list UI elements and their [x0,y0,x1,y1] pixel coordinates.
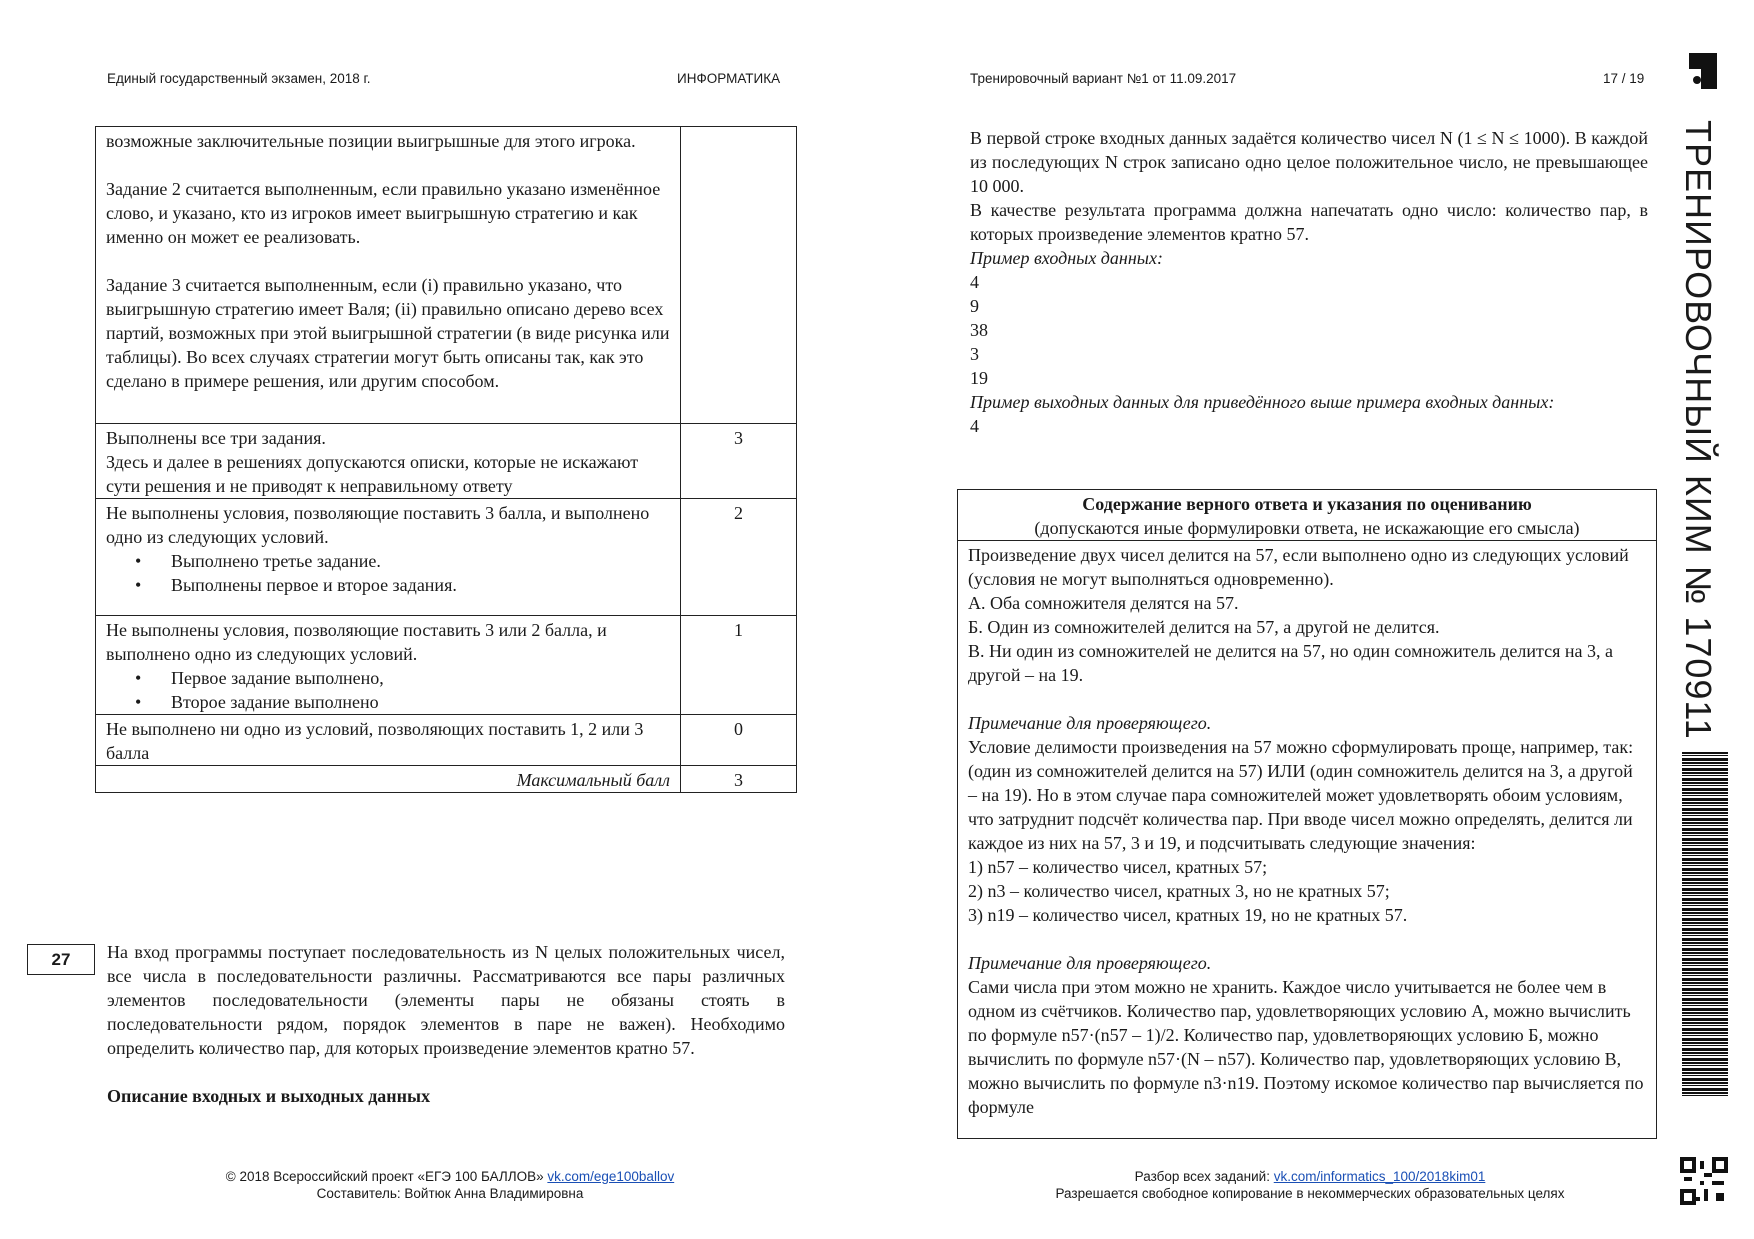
answer-counter-3: 3) n19 – количество чисел, кратных 19, но не кратных 57. [968,905,1408,925]
answer-header [958,490,1656,541]
header-page-number: 17 / 19 [1603,71,1645,86]
header-exam: Единый государственный экзамен, 2018 г. [107,71,371,86]
footer-right-link[interactable]: vk.com/informatics_100/2018kim01 [1273,1169,1486,1184]
footer-left-link[interactable]: vk.com/ege100ballov [547,1169,675,1184]
barcode-icon [1682,752,1728,1097]
rubric-table [95,126,797,793]
list-item: • Выполнено третье задание. [171,549,670,573]
qr-code-icon [1680,1157,1728,1205]
row2-text: Не выполнены условия, позволяющие поставить 3 балла, и выполнено одно из следующих условий. [106,503,650,547]
row3-score: 3 [681,424,797,499]
max-score-value: 3 [681,766,797,793]
vertical-title: ТРЕНИРОВОЧНЫЙ КИМ № 170911 [1678,120,1719,740]
answer-box [957,489,1657,1139]
table-row [96,766,797,793]
rubric-task2: Задание 2 считается выполненным, если правильно указано изменённое слово, и указано, кто из игроков имеет выигрышную стратегию и как именно он может ее реализовать. [106,179,661,247]
answer-cond-c: В. Ни один из сомножителей не делится на 57, но один сомножитель делится на 3, а другой – на 19. [968,641,1614,685]
sample-input-line: 3 [970,344,979,364]
task27-io-heading: Описание входных и выходных данных [107,1086,431,1106]
table-row [96,616,797,715]
footer-author: Составитель: Войтюк Анна Владимировна [316,1186,584,1201]
answer-counter-2: 2) n3 – количество чисел, кратных 3, но не кратных 57; [968,881,1390,901]
answer-note1: Условие делимости произведения на 57 можно сформулировать проще, например, так: (один из сомножителей делится на 57) ИЛИ (один сомножитель делится на 3, а другой – на 19). Но в этом случае пара сомножителей может удовлетворять обоим условиям, что затруднит подсчёт количества пар. При вводе чисел можно определять, делится ли каждое из них на 57, 3 и 19, и подсчитывать следующие значения: [968,737,1634,853]
answer-p1: Произведение двух чисел делится на 57, если выполнено одно из следующих условий (условия не могут выполняться одновременно). [968,545,1629,589]
rubric-score-cell [681,127,797,424]
row2-score: 2 [681,499,797,616]
footer-copyright: © 2018 Всероссийский проект «ЕГЭ 100 БАЛЛОВ» [225,1169,544,1184]
footer-left [100,1168,800,1202]
output-description: В качестве результата программа должна напечатать одно число: количество пар, в которых произведение элементов кратно 57. [970,200,1648,244]
footer-right [960,1168,1660,1202]
task-number-box: 27 [27,944,95,975]
table-row [96,127,797,424]
task27-text: На вход программы поступает последовательность из N целых положительных чисел, все числа в последовательности различны. Рассматриваются все пары различных элементов последовательности (элементы пары не обязаны стоять в последовательности рядом, порядок элементов в паре не важен). Необходимо определить количество пар, для которых произведение элементов кратно 57. [107,942,785,1058]
rubric-task3: Задание 3 считается выполненным, если (i) правильно указано, что выигрышную стратегию имеет Валя; (ii) правильно описано дерево всех партий, возможных при этой выигрышной стратегии (в виде рисунка или таблицы). Во всех случаях стратегии могут быть описаны так, как это сделано в примере решения, или другим способом. [106,275,670,391]
right-io-description [970,126,1648,438]
row3-line1: Выполнены все три задания. [106,428,326,448]
table-row [96,424,797,499]
row3-line2: Здесь и далее в решениях допускаются описки, которые не искажают сути решения и не приводят к неправильному ответу [106,452,639,496]
max-score-label: Максимальный балл [96,766,681,793]
footer-review-label: Разбор всех заданий: [1134,1169,1270,1184]
sample-input-line: 38 [970,320,988,340]
answer-cond-a: А. Оба сомножителя делятся на 57. [968,593,1239,613]
footer-left-line1 [100,1168,800,1185]
header-subject: ИНФОРМАТИКА [677,71,781,86]
row1-score: 1 [681,616,797,715]
table-row [96,715,797,766]
answer-counter-1: 1) n57 – количество чисел, кратных 57; [968,857,1268,877]
sample-input-line: 9 [970,296,979,316]
list-item: • Выполнены первое и второе задания. [171,573,670,597]
header-variant: Тренировочный вариант №1 от 11.09.2017 [970,71,1237,86]
answer-note2-label: Примечание для проверяющего. [968,953,1212,973]
answer-body [958,541,1656,1119]
answer-title: Содержание верного ответа и указания по оцениванию [1082,494,1532,514]
input-description: В первой строке входных данных задаётся количество чисел N (1 ≤ N ≤ 1000). В каждой из последующих N строк записано одно целое положительное число, не превышающее 10 000. [970,128,1648,196]
list-item: • Второе задание выполнено [171,690,670,714]
sample-input-line: 19 [970,368,988,388]
list-item: • Первое задание выполнено, [171,666,670,690]
sample-output-value: 4 [970,416,979,436]
row1-text: Не выполнены условия, позволяющие поставить 3 или 2 балла, и выполнено одно из следующих условий. [106,620,607,664]
table-row [96,499,797,616]
footer-right-line1 [960,1168,1660,1185]
rubric-criteria-cell [96,127,681,424]
row1-list [106,666,670,714]
answer-cond-b: Б. Один из сомножителей делится на 57, а другой не делится. [968,617,1440,637]
row0-score: 0 [681,715,797,766]
row2-list [106,549,670,597]
answer-subtitle: (допускаются иные формулировки ответа, не искажающие его смысла) [1034,518,1580,538]
rubric-intro-tail: возможные заключительные позиции выигрышные для этого игрока. [106,131,636,151]
footer-copy-note: Разрешается свободное копирование в некоммерческих образовательных целях [1055,1186,1565,1201]
sample-output-label: Пример выходных данных для приведённого выше примера входных данных: [970,392,1555,412]
answer-note2: Сами числа при этом можно не хранить. Каждое число учитывается не более чем в одном из счётчиков. Количество пар, удовлетворяющих условию А, можно вычислить по формуле n57·(n57 – 1)/2. Количество пар, удовлетворяющих условию Б, можно вычислить по формуле n57·(N – n57). Количество пар, удовлетворяющих условию В, можно вычислить по формуле n3·n19. Поэтому искомое количество пар вычисляется по формуле [968,977,1644,1117]
sample-input-label: Пример входных данных: [970,248,1163,268]
corner-logo-icon [1689,53,1717,89]
sample-input-line: 4 [970,272,979,292]
row0-text: Не выполнено ни одно из условий, позволяющих поставить 1, 2 или 3 балла [96,715,681,766]
answer-note1-label: Примечание для проверяющего. [968,713,1212,733]
